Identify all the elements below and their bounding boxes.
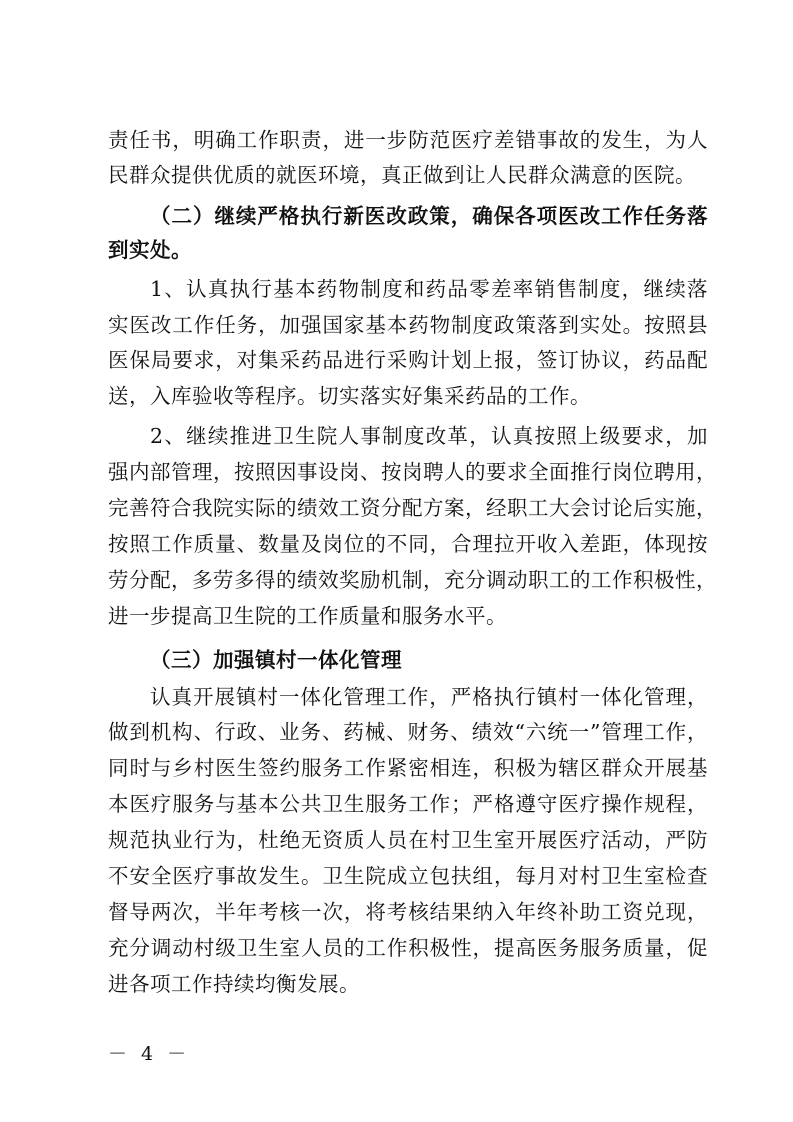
section-3-line-4: 本医疗服务与基本公共卫生服务工作；严格遵守医疗操作规程，	[108, 792, 708, 816]
item-1-line-3: 医保局要求，对集采药品进行采购计划上报，签订协议，药品配	[108, 348, 708, 372]
section-heading-2-line-1: （二）继续严格执行新医改政策，确保各项医改工作任务落	[150, 204, 708, 228]
item-2-line-4: 按照工作质量、数量及岗位的不同，合理拉开收入差距，体现按	[108, 532, 708, 556]
item-2-line-6: 进一步提高卫生院的工作质量和服务水平。	[108, 604, 507, 628]
section-3-line-6: 不安全医疗事故发生。卫生院成立包扶组，每月对村卫生室检查	[108, 864, 708, 888]
paragraph-line-1: 责任书，明确工作职责，进一步防范医疗差错事故的发生，为人	[108, 128, 708, 152]
section-heading-3: （三）加强镇村一体化管理	[150, 648, 402, 672]
item-2-line-5: 劳分配，多劳多得的绩效奖励机制，充分调动职工的工作积极性，	[108, 568, 717, 592]
section-3-line-3: 同时与乡村医生签约服务工作紧密相连，积极为辖区群众开展基	[108, 756, 708, 780]
item-1-line-2: 实医改工作任务，加强国家基本药物制度政策落到实处。按照县	[108, 313, 708, 337]
section-3-line-2: 做到机构、行政、业务、药械、财务、绩效“六统一”管理工作，	[108, 720, 708, 744]
item-2-line-3: 完善符合我院实际的绩效工资分配方案，经职工大会讨论后实施，	[108, 496, 717, 520]
section-3-line-9: 进各项工作持续均衡发展。	[108, 972, 360, 996]
section-3-line-8: 充分调动村级卫生室人员的工作积极性，提高医务服务质量，促	[108, 936, 708, 960]
item-2-line-2: 强内部管理，按照因事设岗、按岗聘人的要求全面推行岗位聘用，	[108, 460, 717, 484]
item-1-line-1: 1、认真执行基本药物制度和药品零差率销售制度，继续落	[150, 277, 708, 301]
section-3-line-1: 认真开展镇村一体化管理工作，严格执行镇村一体化管理，	[150, 685, 708, 709]
item-2-line-1: 2、继续推进卫生院人事制度改革，认真按照上级要求，加	[150, 424, 708, 448]
section-3-line-7: 督导两次，半年考核一次，将考核结果纳入年终补助工资兑现，	[108, 900, 708, 924]
section-3-line-5: 规范执业行为，杜绝无资质人员在村卫生室开展医疗活动，严防	[108, 828, 708, 852]
section-heading-2-line-2: 到实处。	[108, 238, 192, 262]
paragraph-line-2: 民群众提供优质的就医环境，真正做到让人民群众满意的医院。	[108, 163, 696, 187]
item-1-line-4: 送，入库验收等程序。切实落实好集采药品的工作。	[108, 384, 591, 408]
page-number: － 4 －	[108, 1043, 191, 1065]
